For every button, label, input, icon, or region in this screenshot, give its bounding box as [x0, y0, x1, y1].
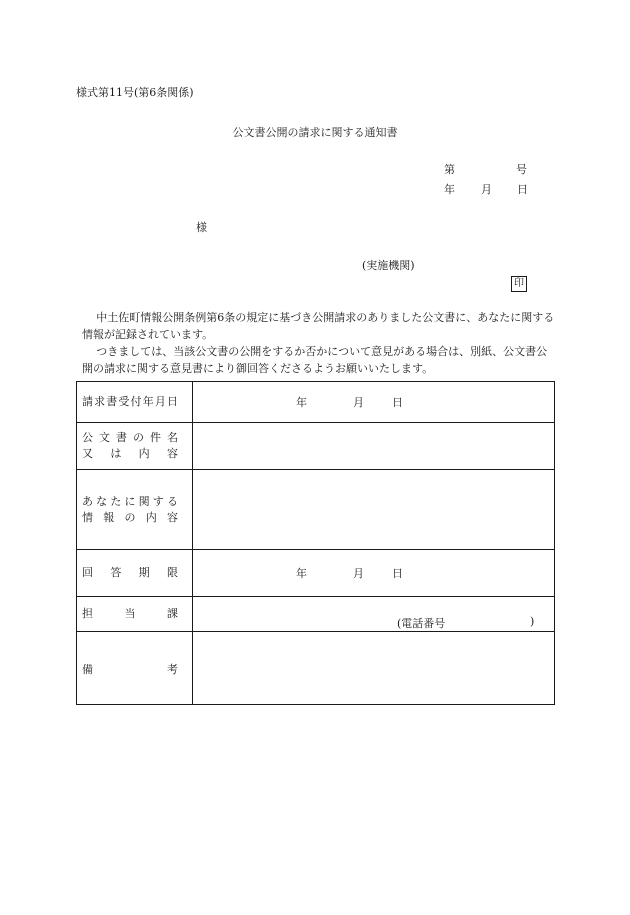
table-row-response-deadline — [77, 550, 555, 597]
table-row-remarks — [77, 632, 555, 705]
label-char: 回 — [82, 566, 93, 579]
label-char: る — [166, 494, 178, 508]
your-information-label — [77, 470, 193, 550]
label-char: 情 — [82, 510, 93, 524]
table-row-receipt-date — [77, 382, 555, 423]
body-paragraph-2: つきましては、当該公文書の公開をするか否かについて意見がある場合は、別紙、公文書公開の請求に関する意見書により御回答くださるようお願いいたします。 — [82, 345, 548, 375]
label-char: 限 — [166, 566, 178, 579]
receipt-date-day: 日 — [392, 396, 403, 409]
body-paragraph-1: 中土佐町情報公開条例第6条の規定に基づき公開請求のありました公文書に、あなたに関する情報が記録されています。 — [82, 311, 555, 341]
label-char: 書 — [116, 431, 127, 444]
label-char: 名 — [167, 431, 178, 444]
label-char: 受 — [118, 395, 130, 408]
notice-body — [82, 309, 557, 377]
label-char: 担 — [82, 607, 93, 620]
label-char: 求 — [94, 395, 106, 408]
deadline-year: 年 — [296, 567, 307, 580]
label-char: 文 — [99, 431, 110, 444]
notice-info-table — [76, 381, 555, 705]
document-subject-value[interactable] — [193, 423, 555, 470]
document-subject-label — [77, 423, 193, 470]
label-char: に — [124, 494, 136, 508]
label-char: た — [110, 494, 122, 508]
label-char: 容 — [167, 510, 178, 524]
label-char: 年 — [142, 395, 154, 408]
label-char: 期 — [138, 566, 150, 579]
response-deadline-label — [77, 550, 193, 597]
agency-label: (実施機関) — [362, 259, 415, 272]
label-char: の — [133, 431, 144, 444]
label-char: 請 — [82, 395, 93, 408]
remarks-value[interactable] — [193, 632, 555, 705]
your-information-value[interactable] — [193, 470, 555, 550]
addressee-suffix: 様 — [196, 221, 207, 234]
receipt-date-value[interactable] — [193, 382, 555, 423]
label-char: 課 — [167, 607, 178, 620]
response-deadline-value[interactable] — [193, 550, 555, 597]
document-title: 公文書公開の請求に関する通知書 — [232, 126, 398, 139]
label-char: 関 — [138, 494, 150, 508]
reference-number-prefix: 第 — [444, 163, 455, 176]
issue-date-day: 日 — [517, 183, 528, 196]
department-value[interactable] — [193, 597, 555, 632]
label-char: 月 — [154, 395, 166, 408]
label-char: 公 — [82, 431, 93, 444]
deadline-day: 日 — [392, 567, 403, 580]
receipt-date-year: 年 — [296, 396, 307, 409]
label-line — [82, 662, 178, 678]
label-char: す — [152, 494, 164, 508]
issue-date-month: 月 — [481, 183, 492, 196]
label-line — [82, 494, 178, 510]
label-char: は — [110, 447, 122, 460]
label-char: 日 — [166, 395, 178, 408]
label-line — [82, 510, 178, 526]
seal-stamp-box: 印 — [511, 276, 527, 292]
label-char: な — [96, 494, 108, 508]
phone-number-label: (電話番号 — [397, 617, 446, 630]
label-char: 書 — [106, 395, 118, 408]
label-char: 又 — [82, 447, 93, 460]
remarks-label — [77, 632, 193, 705]
receipt-date-label — [77, 382, 193, 423]
label-line — [82, 606, 178, 622]
phone-number-close: ) — [530, 615, 535, 628]
label-line — [82, 446, 178, 462]
label-char: 当 — [124, 607, 136, 620]
receipt-date-month: 月 — [353, 396, 364, 409]
table-row-department — [77, 597, 555, 632]
issue-date-year: 年 — [444, 183, 455, 196]
label-char: 件 — [150, 431, 161, 444]
label-char: 内 — [138, 447, 150, 460]
label-char: 内 — [145, 510, 157, 524]
label-char: 付 — [130, 395, 142, 408]
label-char: 容 — [166, 447, 178, 460]
label-line — [82, 394, 178, 410]
label-char: 答 — [110, 566, 122, 579]
label-line — [82, 430, 178, 446]
table-row-document-subject — [77, 423, 555, 470]
label-line — [82, 565, 178, 581]
form-number: 様式第11号(第6条関係) — [76, 86, 194, 99]
label-char: 報 — [103, 510, 115, 524]
label-char: の — [124, 510, 136, 524]
label-char: 考 — [167, 663, 178, 676]
reference-number-suffix: 号 — [516, 163, 527, 176]
label-char: あ — [82, 494, 93, 508]
deadline-month: 月 — [353, 567, 364, 580]
department-label — [77, 597, 193, 632]
table-row-your-information — [77, 470, 555, 550]
label-char: 備 — [82, 663, 93, 676]
